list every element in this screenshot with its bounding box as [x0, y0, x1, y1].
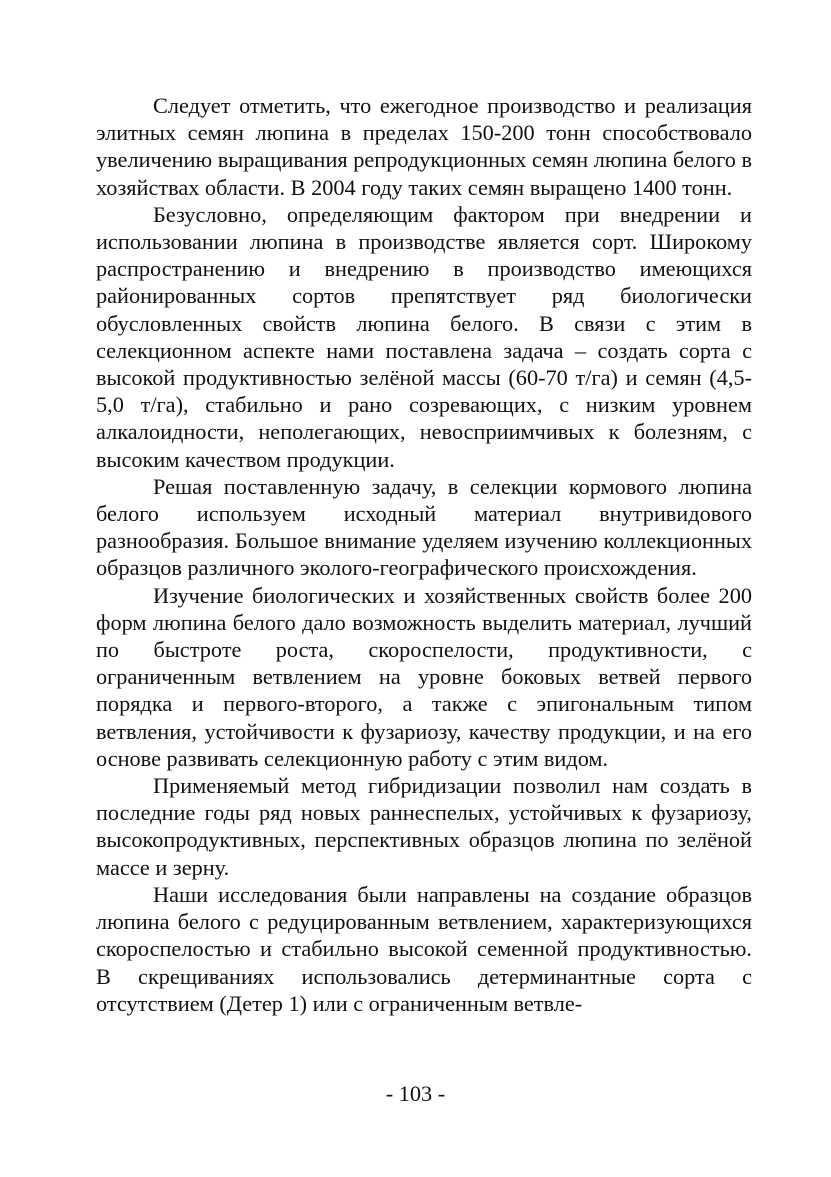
paragraph-4: Изучение биологических и хозяйственных свойств более 200 форм люпина белого дало возможность выделить материал, лучший по быстроте роста, скороспелости, продуктивности, с ограниченным ветвлением на уровне боковых ветвей первого порядка и первого-второго, а также с эпигональным типом ветвления, устойчивости к фузариозу, качеству продукции, и на его основе развивать селекционную работу с этим видом.	[96, 582, 752, 771]
paragraph-1: Следует отметить, что ежегодное производство и реализация элитных семян люпина в пределах 150-200 тонн способствовало увеличению выращивания репродукционных семян люпина белого в хозяйствах области. В 2004 году таких семян выращено 1400 тонн.	[96, 93, 752, 200]
paragraph-2: Безусловно, определяющим фактором при внедрении и использовании люпина в производстве является сорт. Широкому распространению и внедрению в производство имеющихся районированных сортов препятствует ряд биологически обусловленных свойств люпина белого. В связи с этим в селекционном аспекте нами поставлена задача – создать сорта с высокой продуктивностью зелёной массы (60-70 т/га) и семян (4,5-5,0 т/га), стабильно и рано созревающих, с низким уровнем алкалоидности, неполегающих, невосприимчивых к болезням, с высоким качеством продукции.	[96, 201, 752, 472]
page-body	[96, 92, 752, 1017]
paragraph-6: Наши исследования были направлены на создание образцов люпина белого с редуцированным ветвлением, характеризующихся скороспелостью и стабильно высокой семенной продуктивностью. В скрещиваниях использовались детерминантные сорта с отсутствием (Детер 1) или с ограниченным ветвле-	[96, 881, 752, 1016]
paragraph-5: Применяемый метод гибридизации позволил нам создать в последние годы ряд новых раннеспелых, устойчивых к фузариозу, высокопродуктивных, перспективных образцов люпина по зелёной массе и зерну.	[96, 773, 752, 880]
page-number: - 103 -	[385, 1081, 446, 1106]
paragraph-3: Решая поставленную задачу, в селекции кормового люпина белого используем исходный материал внутривидового разнообразия. Большое внимание уделяем изучению коллекционных образцов различного эколого-географического происхождения.	[96, 473, 752, 581]
